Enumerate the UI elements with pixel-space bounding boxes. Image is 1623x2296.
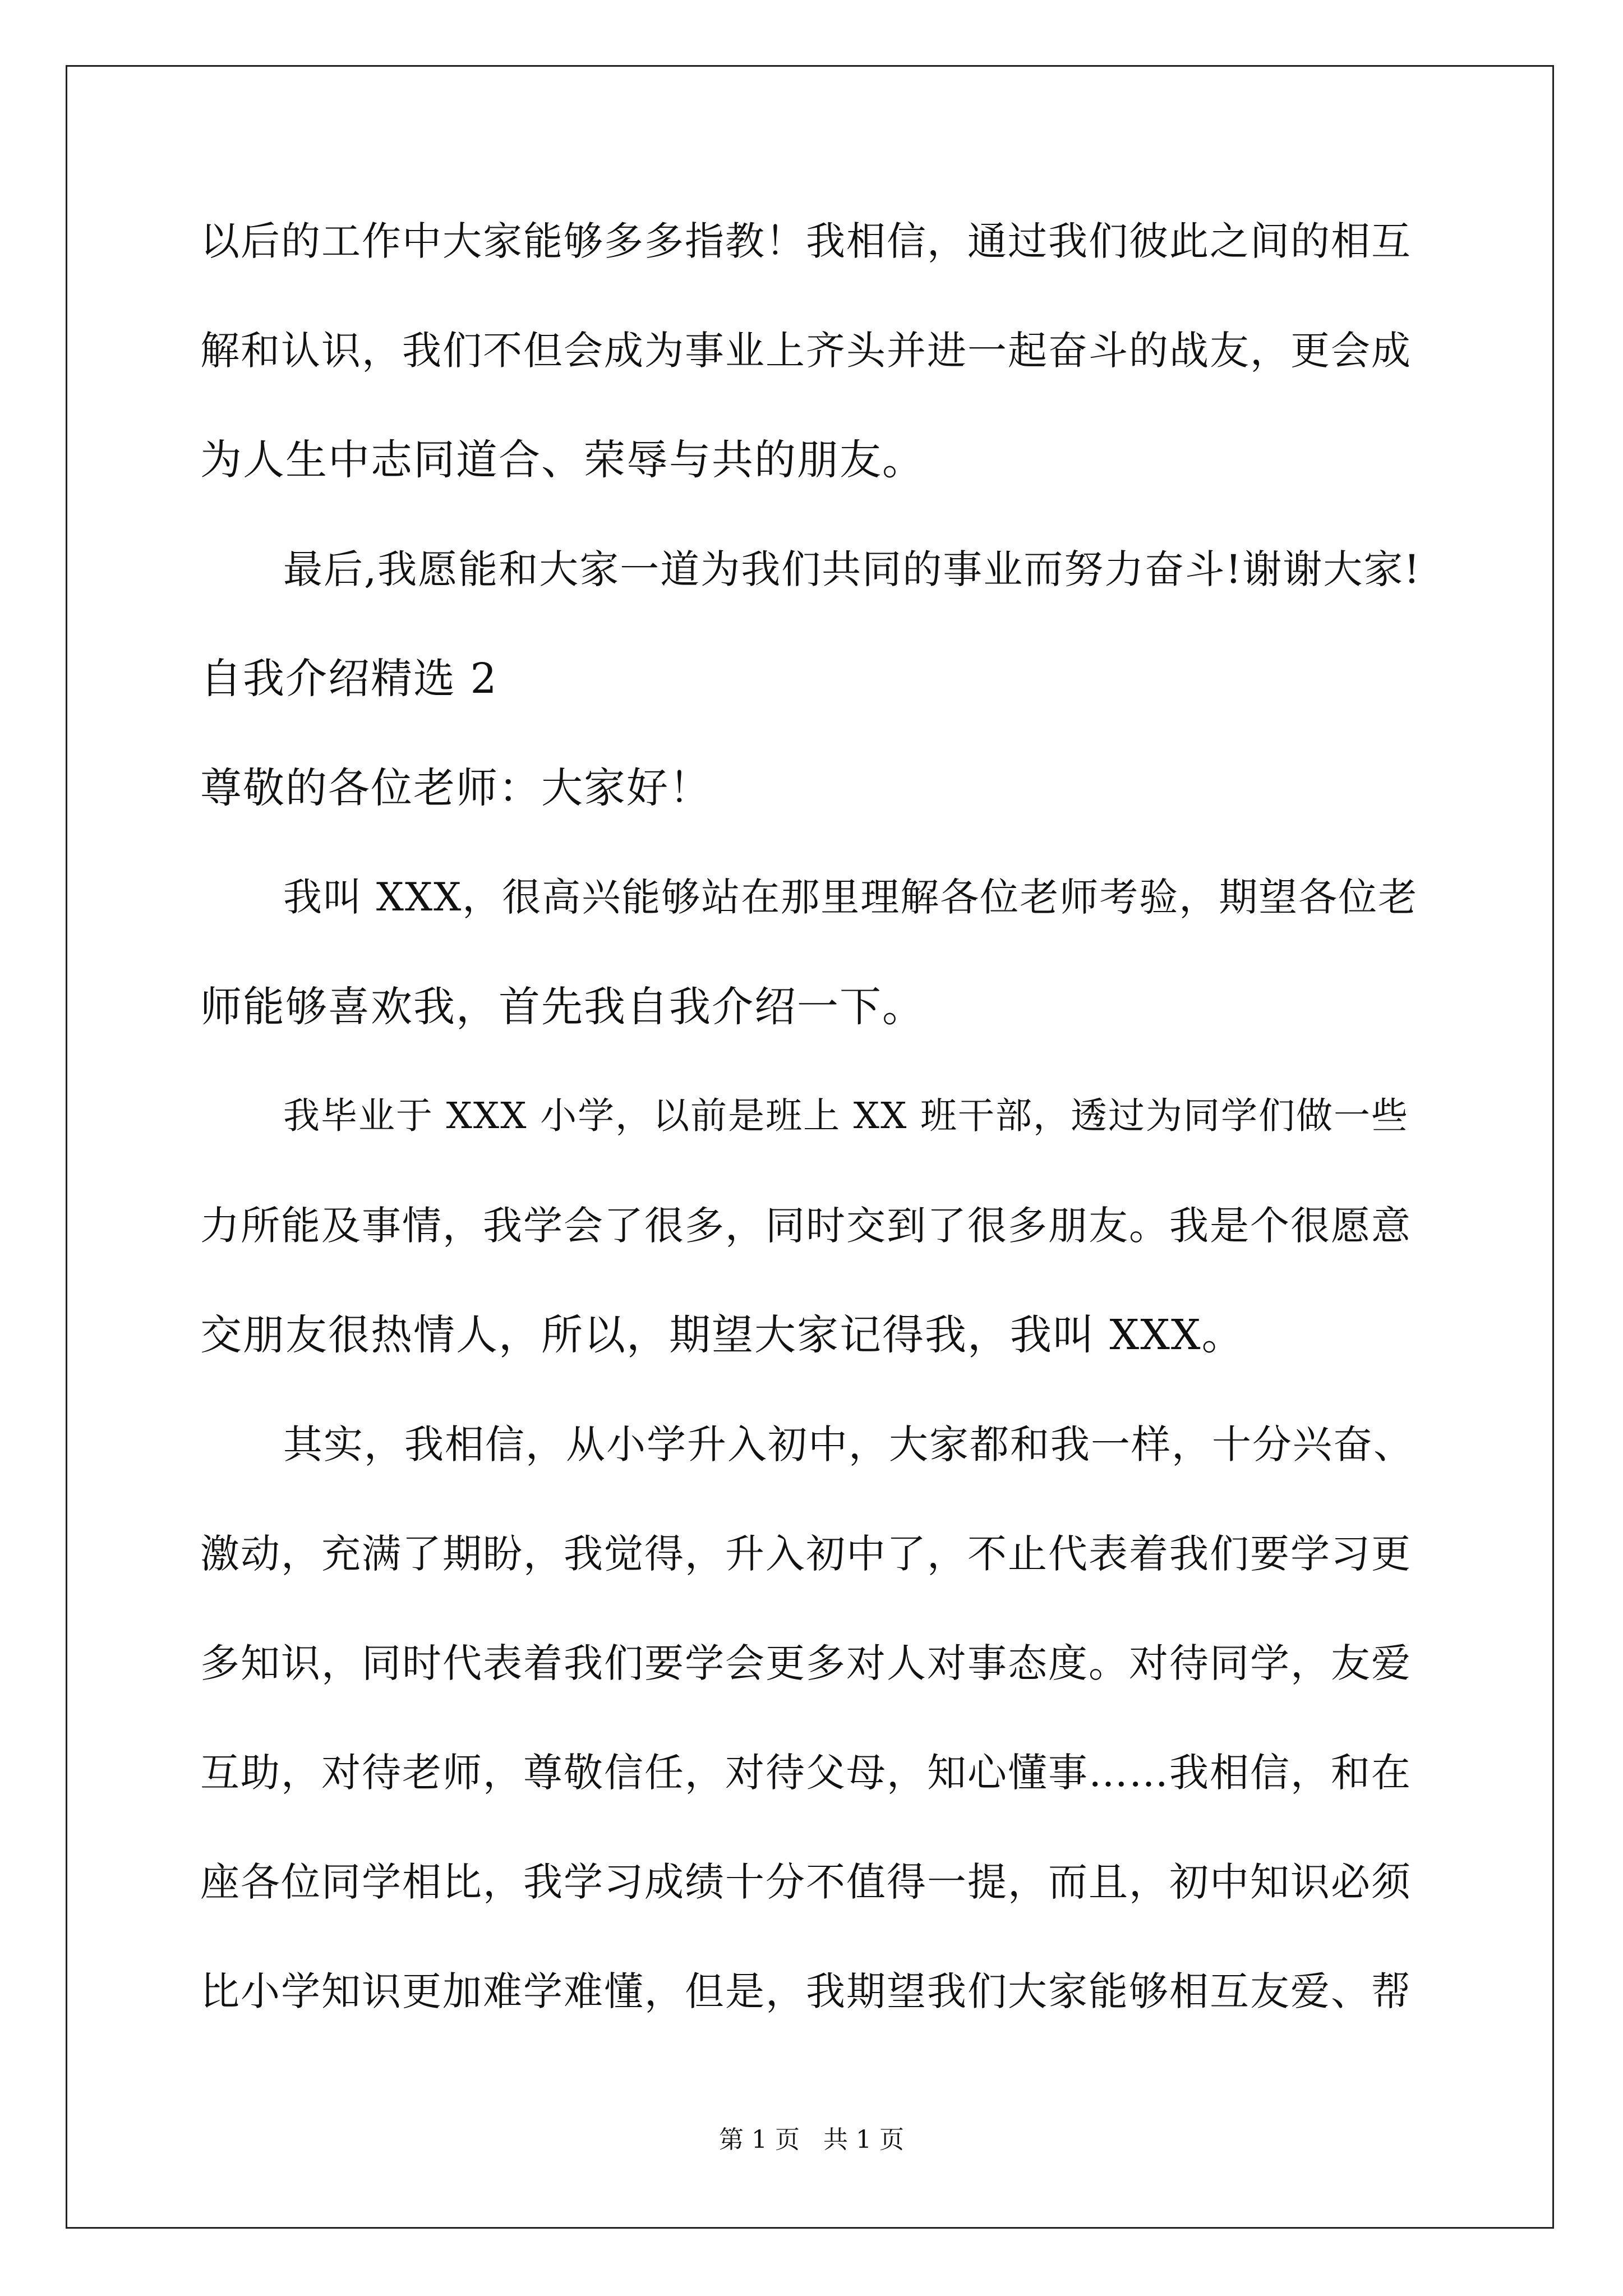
text-line-15: 互助，对待老师，尊敬信任，对待父母，知心懂事……我相信，和在 <box>200 1750 1412 1796</box>
text-line-3: 为人生中志同道合、荣辱与共的朋友。 <box>200 436 925 484</box>
text-line-14: 多知识，同时代表着我们要学会更多对人对事态度。对待同学，友爱 <box>200 1640 1412 1686</box>
text-line-11: 交朋友很热情人，所以，期望大家记得我，我叫 XXX。 <box>200 1311 1244 1359</box>
section-heading: 自我介绍精选 2 <box>200 655 498 703</box>
text-line-13: 激动，充满了期盼，我觉得，升入初中了，不止代表着我们要学习更 <box>200 1531 1412 1577</box>
salutation-line: 尊敬的各位老师：大家好！ <box>200 764 712 812</box>
text-line-4: 最后,我愿能和大家一道为我们共同的事业而努力奋斗!谢谢大家! <box>283 546 1421 592</box>
text-line-9: 我毕业于 XXX 小学，以前是班上 XX 班干部，透过为同学们做一些 <box>283 1095 1409 1137</box>
text-line-16: 座各位同学相比，我学习成绩十分不值得一提，而且，初中知识必须 <box>200 1859 1412 1905</box>
text-line-17: 比小学知识更加难学难懂，但是，我期望我们大家能够相互友爱、帮 <box>200 1968 1412 2014</box>
text-line-7: 我叫 XXX，很高兴能够站在那里理解各位老师考验，期望各位老 <box>283 875 1418 920</box>
text-line-2: 解和认识，我们不但会成为事业上齐头并进一起奋斗的战友，更会成 <box>200 328 1412 374</box>
text-line-12: 其实，我相信，从小学升入初中，大家都和我一样，十分兴奋、 <box>283 1421 1414 1467</box>
page-number-footer: 第 1 页 共 1 页 <box>719 2125 904 2154</box>
text-line-10: 力所能及事情，我学会了很多，同时交到了很多朋友。我是个很愿意 <box>200 1203 1412 1249</box>
text-line-8: 师能够喜欢我，首先我自我介绍一下。 <box>200 983 925 1031</box>
text-line-1: 以后的工作中大家能够多多指教！我相信，通过我们彼此之间的相互 <box>200 218 1412 264</box>
